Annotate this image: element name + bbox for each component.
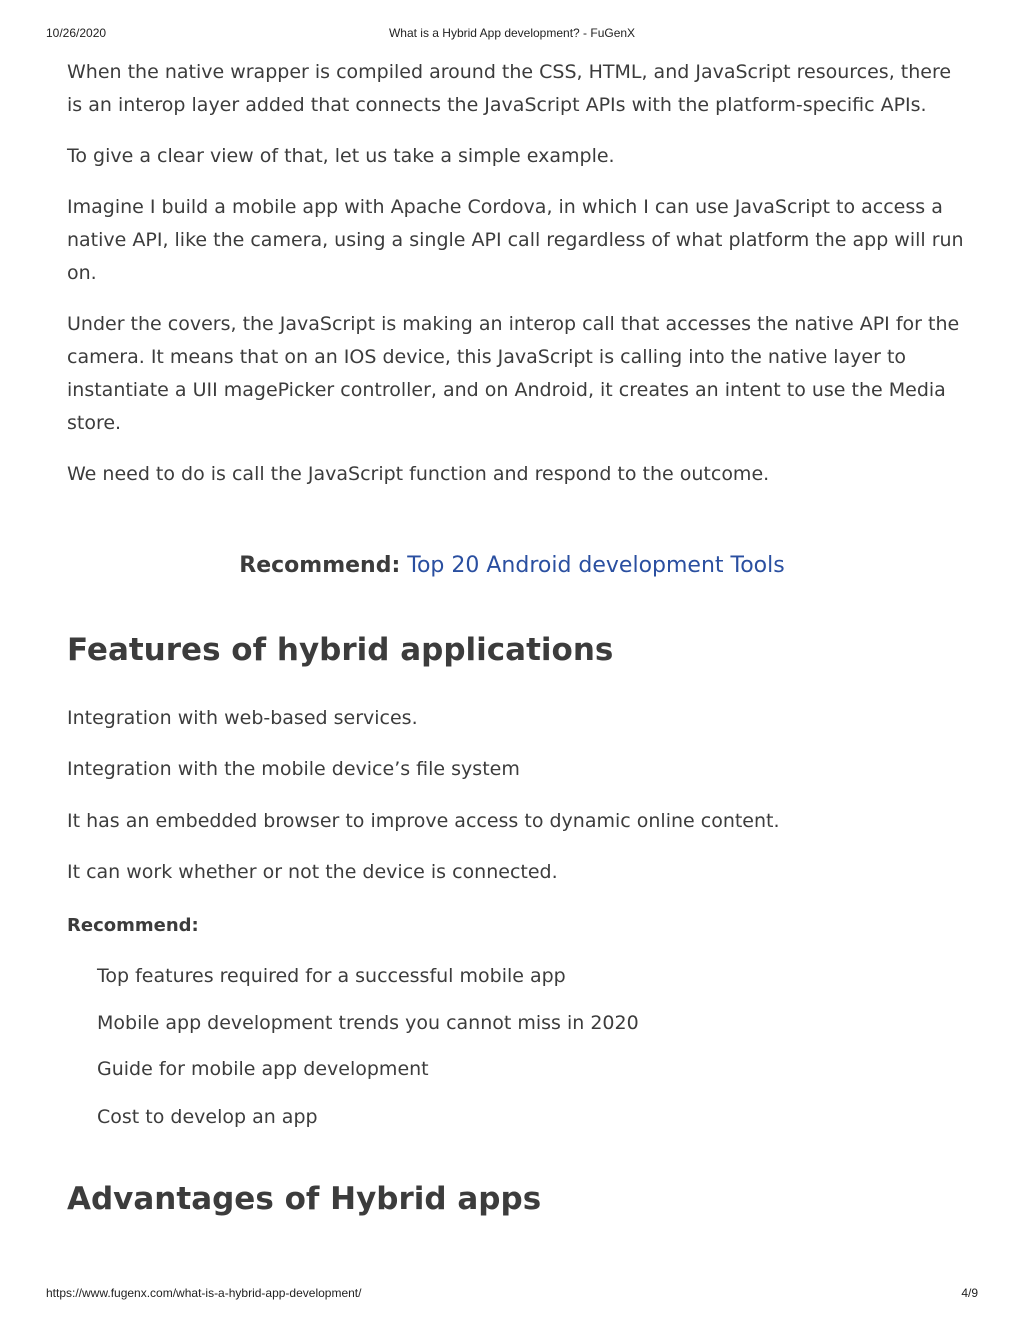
feature-item: It can work whether or not the device is connected.: [67, 861, 558, 883]
feature-item: Integration with the mobile device’s file system: [67, 758, 520, 780]
paragraph-example-intro: To give a clear view of that, let us take a simple example.: [67, 145, 615, 167]
recommend-list-link[interactable]: Guide for mobile app development: [97, 1058, 429, 1080]
print-title: What is a Hybrid App development? - FuGenX: [388, 26, 636, 40]
recommend-list-link[interactable]: Top features required for a successful mobile app: [97, 965, 566, 987]
paragraph-under-covers: Under the covers, the JavaScript is making an interop call that accesses the native API for the camera. It means that on an IOS device, this JavaScript is calling into the native layer to instantiate a UII magePicker controller, and on Android, it creates an intent to use the Media store.: [67, 313, 960, 434]
recommend-label: Recommend:: [239, 553, 401, 578]
article-body: [67, 56, 967, 509]
recommend-link-android-tools[interactable]: Top 20 Android development Tools: [407, 553, 785, 578]
recommend-list-link[interactable]: Mobile app development trends you cannot miss in 2020: [97, 1012, 639, 1034]
recommend-list-link[interactable]: Cost to develop an app: [97, 1106, 318, 1128]
paragraph-interop: When the native wrapper is compiled around the CSS, HTML, and JavaScript resources, there is an interop layer added that connects the JavaScript APIs with the platform-specific APIs.: [67, 61, 952, 116]
feature-item: It has an embedded browser to improve access to dynamic online content.: [67, 810, 780, 832]
recommend-inline: [0, 548, 1024, 584]
advantages-heading: Advantages of Hybrid apps: [67, 1181, 542, 1217]
page-number: 4/9: [961, 1286, 978, 1300]
paragraph-call-function: We need to do is call the JavaScript function and respond to the outcome.: [67, 463, 770, 485]
print-date: 10/26/2020: [46, 26, 107, 40]
print-url: https://www.fugenx.com/what-is-a-hybrid-app-development/: [46, 1286, 362, 1300]
feature-item: Integration with web-based services.: [67, 707, 418, 729]
paragraph-cordova: Imagine I build a mobile app with Apache Cordova, in which I can use JavaScript to access a native API, like the camera, using a single API call regardless of what platform the app will run on.: [67, 196, 964, 284]
recommend-list-label: Recommend:: [67, 915, 199, 936]
features-heading: Features of hybrid applications: [67, 632, 614, 668]
